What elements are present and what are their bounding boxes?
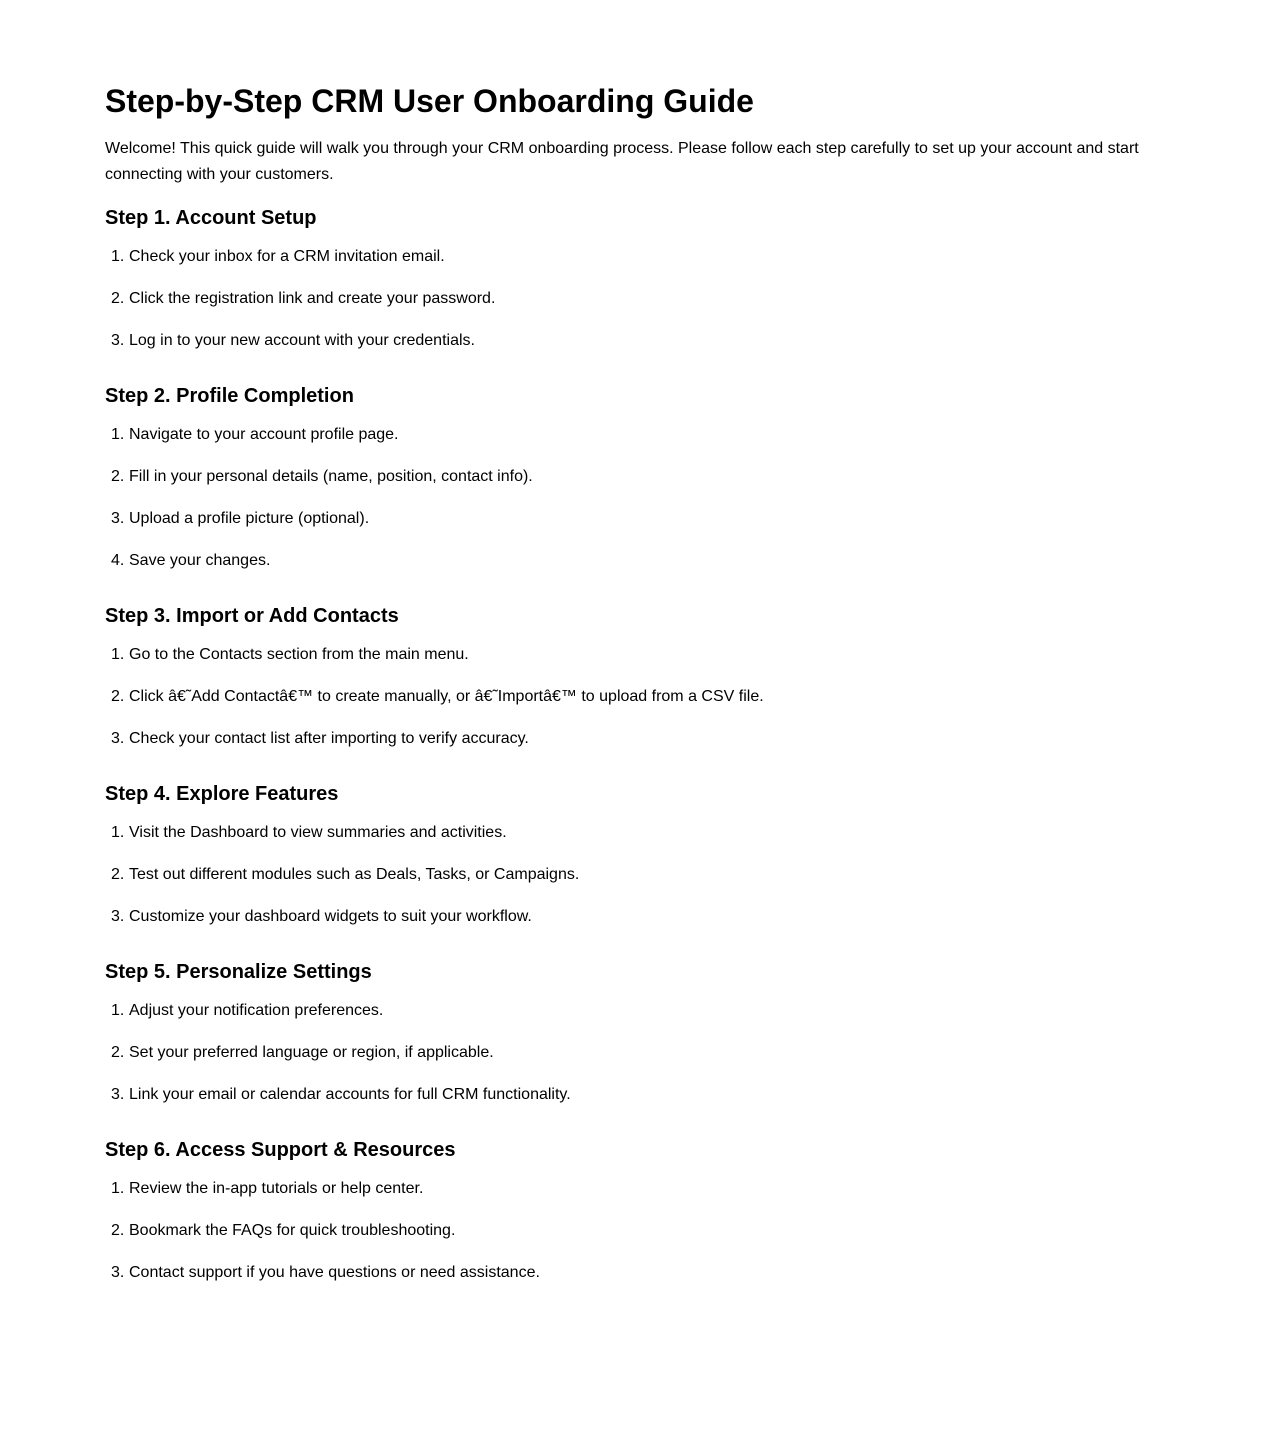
list-item	[105, 1085, 1165, 1127]
item-number: 1.	[111, 248, 125, 265]
item-number: 1.	[111, 646, 125, 663]
item-number: 3.	[111, 1086, 125, 1103]
list-item	[105, 467, 1165, 509]
list-item	[105, 687, 1165, 729]
step-heading: Step 5. Personalize Settings	[105, 961, 372, 983]
list-item	[105, 289, 1165, 331]
item-text: Set your preferred language or region, if applicable.	[129, 1044, 494, 1061]
item-number: 2.	[111, 866, 125, 883]
item-number: 3.	[111, 332, 125, 349]
list-item	[105, 551, 1165, 593]
item-text: Click â€˜Add Contactâ€™ to create manually, or â€˜Importâ€™ to upload from a CSV file.	[129, 688, 764, 705]
item-text: Log in to your new account with your credentials.	[129, 332, 475, 349]
item-number: 1.	[111, 1180, 125, 1197]
list-item	[105, 1179, 1165, 1221]
item-number: 4.	[111, 552, 125, 569]
step-4-section	[105, 782, 1165, 949]
item-text: Adjust your notification preferences.	[129, 1002, 384, 1019]
step-1-section	[105, 206, 1165, 373]
item-text: Go to the Contacts section from the main menu.	[129, 646, 469, 663]
item-number: 2.	[111, 1222, 125, 1239]
item-text: Customize your dashboard widgets to suit your workflow.	[129, 908, 532, 925]
step-3-section	[105, 604, 1165, 771]
item-number: 3.	[111, 1264, 125, 1281]
item-text: Contact support if you have questions or need assistance.	[129, 1264, 540, 1281]
item-text: Bookmark the FAQs for quick troubleshooting.	[129, 1222, 456, 1239]
step-heading: Step 1. Account Setup	[105, 207, 317, 229]
item-text: Link your email or calendar accounts for full CRM functionality.	[129, 1086, 571, 1103]
list-item	[105, 247, 1165, 289]
step-5-section	[105, 960, 1165, 1127]
item-text: Test out different modules such as Deals, Tasks, or Campaigns.	[129, 866, 580, 883]
step-list	[105, 1179, 1165, 1305]
list-item	[105, 1043, 1165, 1085]
list-item	[105, 645, 1165, 687]
list-item	[105, 1001, 1165, 1043]
item-text: Check your inbox for a CRM invitation email.	[129, 248, 445, 265]
item-text: Review the in-app tutorials or help center.	[129, 1180, 424, 1197]
item-text: Save your changes.	[129, 552, 271, 569]
list-item	[105, 1263, 1165, 1305]
item-number: 2.	[111, 468, 125, 485]
list-item	[105, 509, 1165, 551]
list-item	[105, 425, 1165, 467]
item-text: Check your contact list after importing to verify accuracy.	[129, 730, 529, 747]
item-text: Navigate to your account profile page.	[129, 426, 399, 443]
item-number: 3.	[111, 510, 125, 527]
item-number: 1.	[111, 426, 125, 443]
list-item	[105, 823, 1165, 865]
item-number: 2.	[111, 688, 125, 705]
intro-paragraph: Welcome! This quick guide will walk you through your CRM onboarding process. Please follow each step carefully to set up your account and start connecting with your customers.	[105, 140, 1139, 183]
list-item	[105, 1221, 1165, 1263]
item-number: 2.	[111, 1044, 125, 1061]
step-heading: Step 2. Profile Completion	[105, 385, 354, 407]
step-list	[105, 425, 1165, 593]
step-2-section	[105, 384, 1165, 593]
item-number: 3.	[111, 908, 125, 925]
item-number: 1.	[111, 1002, 125, 1019]
step-heading: Step 6. Access Support & Resources	[105, 1139, 456, 1161]
item-text: Fill in your personal details (name, position, contact info).	[129, 468, 533, 485]
item-text: Upload a profile picture (optional).	[129, 510, 370, 527]
item-number: 2.	[111, 290, 125, 307]
step-heading: Step 3. Import or Add Contacts	[105, 605, 399, 627]
item-number: 1.	[111, 824, 125, 841]
step-list	[105, 1001, 1165, 1127]
step-6-section	[105, 1138, 1165, 1305]
item-number: 3.	[111, 730, 125, 747]
list-item	[105, 331, 1165, 373]
item-text: Click the registration link and create your password.	[129, 290, 496, 307]
list-item	[105, 907, 1165, 949]
page-title: Step-by-Step CRM User Onboarding Guide	[105, 83, 754, 119]
step-heading: Step 4. Explore Features	[105, 783, 339, 805]
step-list	[105, 645, 1165, 771]
step-list	[105, 247, 1165, 373]
list-item	[105, 729, 1165, 771]
list-item	[105, 865, 1165, 907]
step-list	[105, 823, 1165, 949]
item-text: Visit the Dashboard to view summaries and activities.	[129, 824, 507, 841]
